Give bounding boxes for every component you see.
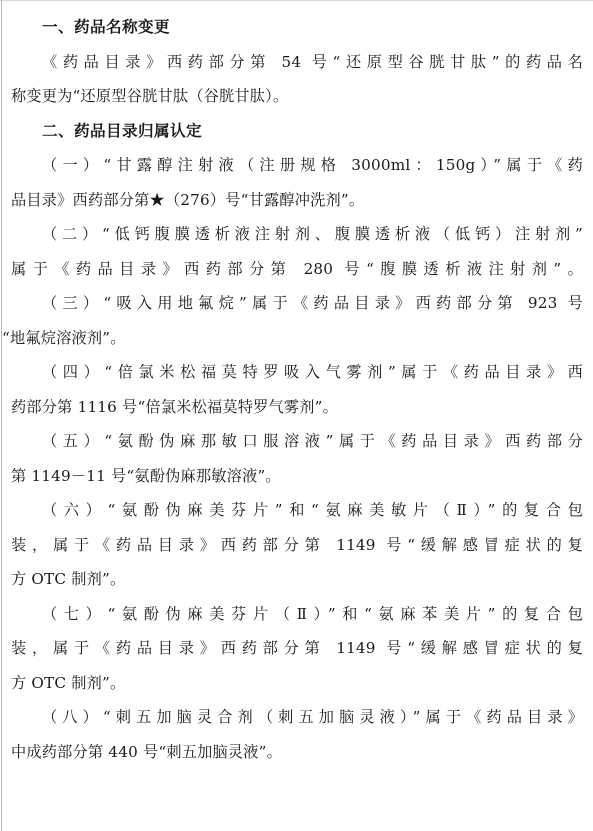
paragraph-line: （六）“氨酚伪麻美芬片”和“氨麻美敏片（Ⅱ）”的复合包 (42, 501, 583, 519)
paragraph-line: 品目录》西药部分第★（276）号“甘露醇冲洗剂”。 (11, 190, 365, 209)
section-heading-rename: 一、药品名称变更 (42, 18, 170, 36)
paragraph-line: 装，属于《药品目录》西药部分第 1149 号“缓解感冒症状的复 (11, 639, 583, 657)
paragraph-line: 药部分第 1116 号“倍氯米松福莫特罗气雾剂”。 (11, 397, 339, 416)
paragraph-line: （二）“低钙腹膜透析液注射剂、腹膜透析液（低钙）注射剂” (42, 225, 583, 243)
page-top-edge (0, 0, 593, 1)
document-body (2, 10, 583, 769)
paragraph-line: 称变更为“还原型谷胱甘肽（谷胱甘肽）。 (11, 87, 289, 105)
paragraph-line: 方 OTC 制剂”。 (11, 673, 126, 692)
paragraph-line: （五）“氨酚伪麻那敏口服溶液”属于《药品目录》西药部分 (42, 432, 583, 450)
paragraph-line: “地氟烷溶液剂”。 (2, 328, 126, 347)
paragraph-line: 《药品目录》西药部分第 54 号“还原型谷胱甘肽”的药品名 (42, 52, 583, 71)
paragraph-line: （一）“甘露醇注射液（注册规格 3000ml：150g）”属于《药 (42, 156, 583, 174)
paragraph-line: 属于《药品目录》西药部分第 280 号“腹膜透析液注射剂”。 (11, 259, 583, 278)
paragraph-line: （四）“倍氯米松福莫特罗吸入气雾剂”属于《药品目录》西 (42, 363, 583, 381)
paragraph-line: （七）“氨酚伪麻美芬片（Ⅱ）”和“氨麻苯美片”的复合包 (42, 604, 583, 623)
paragraph-line: 第 1149－11 号“氨酚伪麻那敏溶液”。 (11, 466, 281, 485)
section-heading-classification: 二、药品目录归属认定 (42, 121, 202, 140)
page-left-edge (1, 0, 2, 831)
paragraph-line: 方 OTC 制剂”。 (11, 570, 126, 588)
paragraph-line: （八）“刺五加脑灵合剂（刺五加脑灵液）”属于《药品目录》 (42, 708, 583, 726)
paragraph-line: （三）“吸入用地氟烷”属于《药品目录》西药部分第 923 号 (42, 294, 583, 312)
paragraph-line: 装，属于《药品目录》西药部分第 1149 号“缓解感冒症状的复 (11, 535, 583, 554)
paragraph-line: 中成药部分第 440 号“刺五加脑灵液”。 (11, 742, 282, 761)
